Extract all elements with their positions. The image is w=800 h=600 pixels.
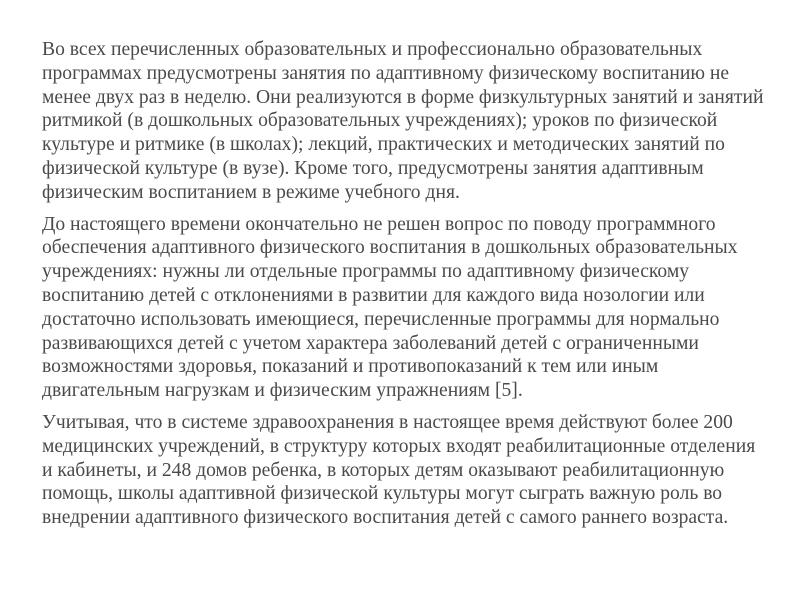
paragraph-1: Во всех перечисленных образовательных и профессионально образовательных программах предусмотрены занятия по адаптивному физическому воспитанию не менее двух раз в неделю. Они реализуются в форме физкультурных занятий и занятий ритмикой (в дошкольных образовательных учреждениях); уроков по физической культуре и ритмике (в школах); лекций, практических и методических занятий по физической культуре (в вузе). Кроме того, предусмотрены занятия адаптивным физическим воспитанием в режиме учебного дня. bbox=[42, 39, 764, 203]
paragraph-2: До настоящего времени окончательно не решен вопрос по поводу программного обеспечения адаптивного физического воспитания в дошкольных образовательных учреждениях: нужны ли отдельные программы по адаптивному физическому воспитанию детей с отклонениями в развитии для каждого вида нозологии или достаточно использовать имеющиеся, перечисленные программы для нормально развивающихся детей с учетом характера заболеваний детей с ограниченными возможностями здоровья, показаний и противопоказаний к тем или иным двигательным нагрузкам и физическим упражнениям [5]. bbox=[42, 213, 738, 402]
document-body bbox=[42, 38, 770, 538]
paragraph-3: Учитывая, что в системе здравоохранения в настоящее время действуют более 200 медицинских учреждений, в структуру которых входят реабилитационные отделения и кабинеты, и 248 домов ребенка, в которых детям оказывают реабилитационную помощь, школы адаптивной физической культуры могут сыграть важную роль во внедрении адаптивного физического воспитания детей с самого раннего возраста. bbox=[42, 411, 756, 529]
